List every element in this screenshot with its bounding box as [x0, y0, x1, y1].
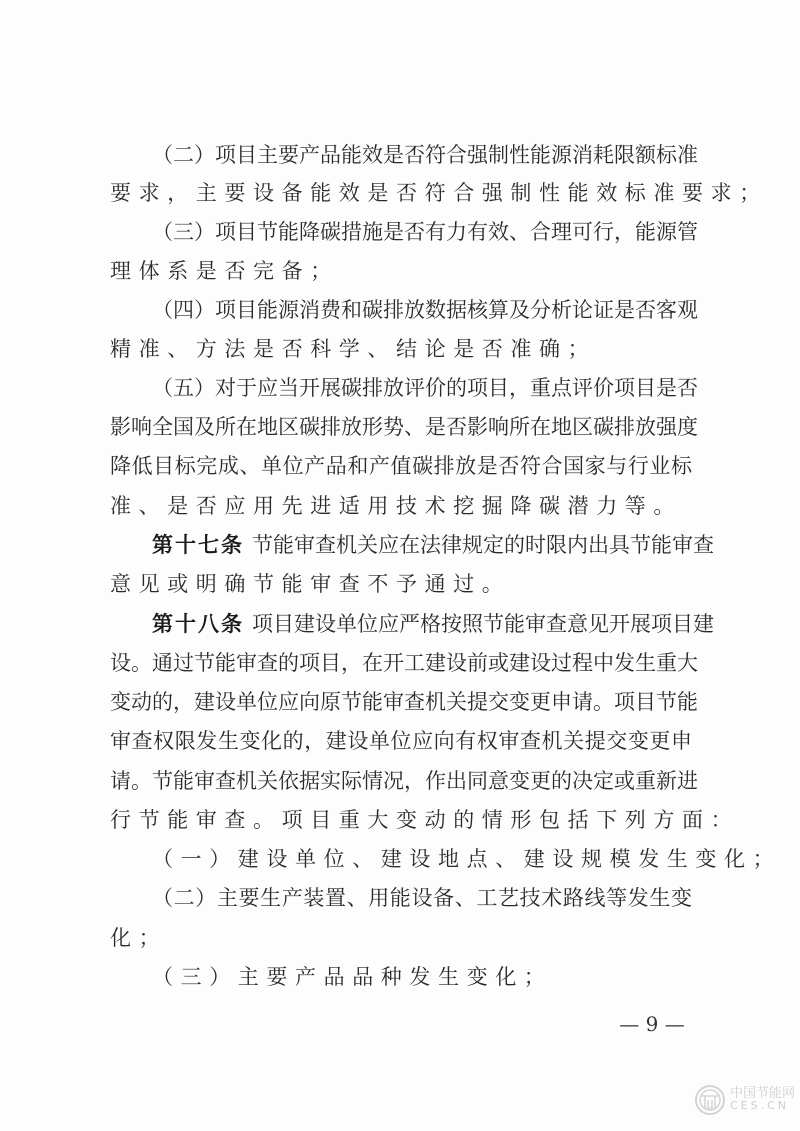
line-text: 请。节能审查机关依据实际情况，作出同意变更的决定或重新进 — [110, 769, 698, 793]
line-text: 化； — [110, 926, 168, 950]
line-text: （二）项目主要产品能效是否符合强制性能源消耗限额标准 — [152, 143, 698, 167]
line-text: （二）主要生产装置、用能设备、工艺技术路线等发生变 — [152, 886, 692, 910]
line-text: 意见或明确节能审查不予通过。 — [110, 572, 511, 596]
line-text: 项目建设单位应严格按照节能审查意见开展项目建 — [252, 612, 714, 636]
line-text: （五）对于应当开展碳排放评价的项目，重点评价项目是否 — [152, 376, 698, 400]
line-text: （一）建设单位、建设地点、建设规模发生变化； — [152, 847, 782, 871]
line-text: （三）主要产品品种发生变化； — [152, 965, 553, 989]
paragraph-line — [110, 687, 698, 717]
paragraph-line — [152, 140, 698, 170]
watermark — [692, 1080, 797, 1120]
article-number: 第十八条 — [152, 612, 244, 636]
paragraph-line — [110, 569, 692, 599]
line-text: 设。通过节能审查的项目，在开工建设前或建设过程中发生重大 — [110, 651, 698, 675]
line-text: 节能审查机关应在法律规定的时限内出具节能审查 — [252, 533, 714, 557]
paragraph-line — [110, 805, 740, 835]
line-text: （四）项目能源消费和碳排放数据核算及分析论证是否客观 — [152, 298, 698, 322]
line-text: （三）项目节能降碳措施是否有力有效、合理可行，能源管 — [152, 220, 698, 244]
watermark-domain: CES.CN — [730, 1099, 790, 1112]
article-heading-line — [152, 609, 714, 639]
paragraph-line — [110, 648, 698, 678]
line-text: 降低目标完成、单位产品和产值碳排放是否符合国家与行业标 — [110, 454, 692, 478]
page-number: — 9 — — [619, 1012, 685, 1036]
paragraph-line — [152, 295, 698, 325]
article-number: 第十七条 — [152, 533, 244, 557]
paragraph-line — [110, 334, 692, 364]
watermark-title: 中国节能网 — [730, 1086, 796, 1101]
paragraph-line — [152, 373, 698, 403]
ces-logo-icon — [694, 1084, 726, 1116]
paragraph-line — [110, 256, 692, 286]
article-heading-line — [152, 530, 714, 560]
line-text: 审查权限发生变化的，建设单位应向有权审查机关提交变更申 — [110, 729, 692, 753]
line-text: 影响全国及所在地区碳排放形势、是否影响所在地区碳排放强度 — [110, 415, 698, 439]
paragraph-line — [110, 726, 692, 756]
paragraph-line — [110, 491, 692, 521]
line-text: 行节能审查。项目重大变动的情形包括下列方面： — [110, 808, 740, 832]
paragraph-line — [152, 844, 782, 874]
line-text: 准、是否应用先进适用技术挖掘降碳潜力等。 — [110, 494, 682, 518]
paragraph-line — [110, 766, 698, 796]
paragraph-line — [110, 451, 692, 481]
paragraph-line — [110, 923, 692, 953]
paragraph-line — [152, 962, 692, 992]
line-text: 精准、方法是否科学、结论是否准确； — [110, 337, 597, 361]
line-text: 变动的，建设单位应向原节能审查机关提交变更申请。项目节能 — [110, 690, 698, 714]
paragraph-line — [110, 412, 698, 442]
paragraph-line — [152, 217, 698, 247]
line-text: 要求，主要设备能效是否符合强制性能效标准要求； — [110, 181, 768, 205]
paragraph-line — [152, 883, 692, 913]
paragraph-line — [110, 178, 768, 208]
line-text: 理体系是否完备； — [110, 259, 339, 283]
